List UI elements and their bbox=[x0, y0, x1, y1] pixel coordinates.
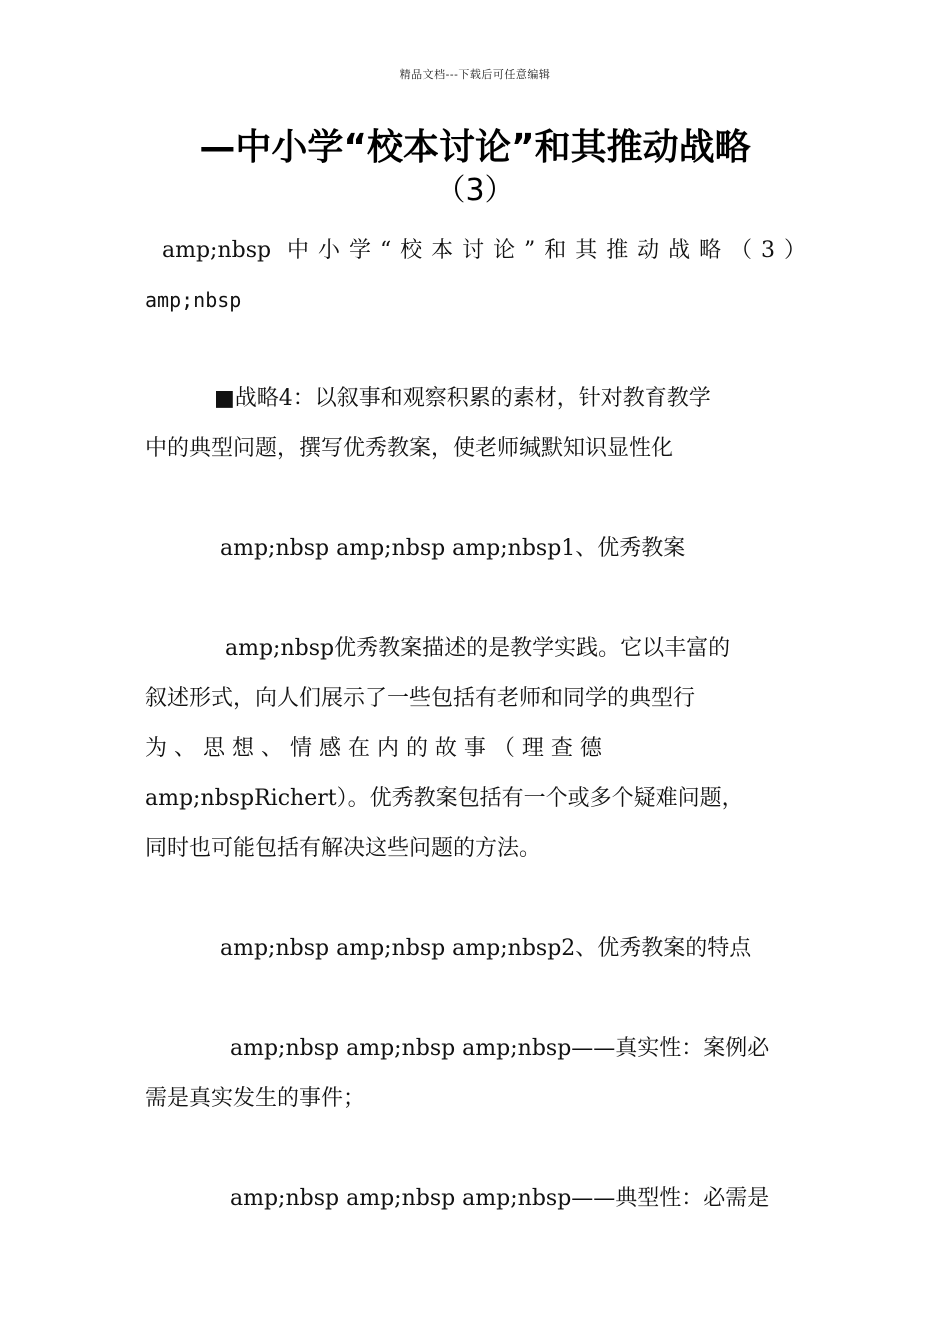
paragraph-line: amp;nbspRichert）。优秀教案包括有一个或多个疑难问题， bbox=[145, 786, 744, 811]
feature-line: amp;nbsp amp;nbsp amp;nbsp——典型性：必需是 bbox=[230, 1186, 770, 1211]
page-title-continued: （3） bbox=[435, 173, 515, 208]
feature-line-continued: 需是真实发生的事件； bbox=[145, 1086, 366, 1111]
strategy-heading-continued: 中的典型问题，撰写优秀教案，使老师缄默知识显性化 bbox=[145, 436, 674, 461]
subtitle-line-continued: amp;nbsp bbox=[145, 288, 242, 312]
page-title: —中小学“校本讨论”和其推动战略 bbox=[199, 127, 751, 168]
strategy-heading: ■战略4：以叙事和观察积累的素材，针对教育教学 bbox=[214, 386, 711, 411]
section-heading-1: amp;nbsp amp;nbsp amp;nbsp1、优秀教案 bbox=[220, 536, 686, 561]
paragraph-line: 叙述形式，向人们展示了一些包括有老师和同学的典型行 bbox=[145, 686, 696, 711]
subtitle-line: amp;nbsp 中小学“校本讨论”和其推动战略（3） bbox=[162, 238, 806, 263]
paragraph-line: amp;nbsp优秀教案描述的是教学实践。它以丰富的 bbox=[225, 636, 731, 661]
section-heading-2: amp;nbsp amp;nbsp amp;nbsp2、优秀教案的特点 bbox=[220, 936, 752, 961]
feature-line: amp;nbsp amp;nbsp amp;nbsp——真实性：案例必 bbox=[230, 1036, 770, 1061]
paragraph-line: 为 、 思 想 、 情 感 在 内 的 故 事 （ 理 查 德 bbox=[145, 736, 602, 761]
paragraph-line: 同时也可能包括有解决这些问题的方法。 bbox=[145, 836, 542, 861]
header-note: 精品文档---下载后可任意编辑 bbox=[399, 68, 551, 81]
